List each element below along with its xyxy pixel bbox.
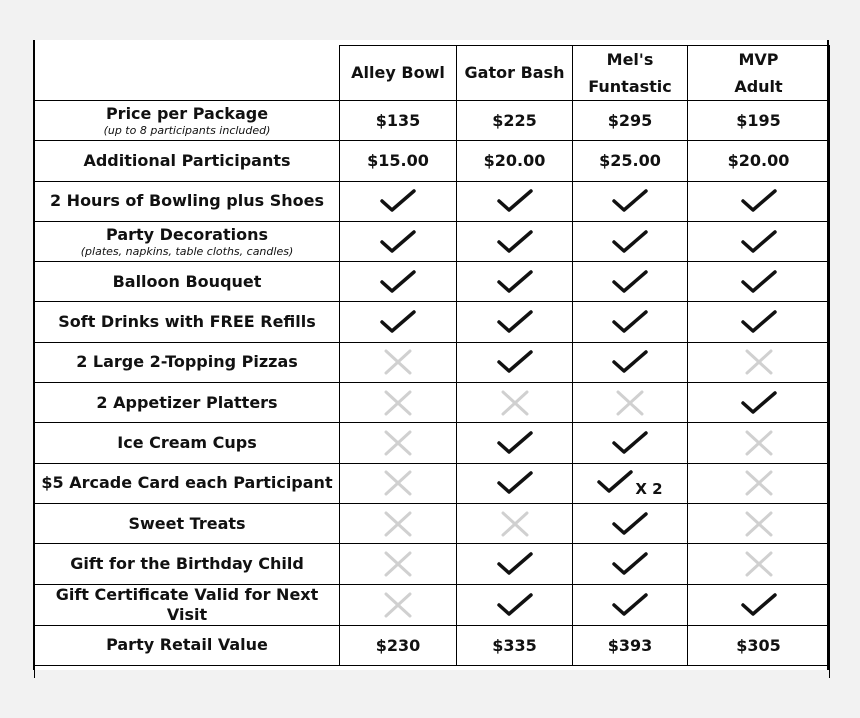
table-row bbox=[35, 262, 830, 302]
value-cell: $305 bbox=[688, 625, 830, 665]
row-label-text: Sweet Treats bbox=[128, 513, 246, 533]
column-header-line: Gator Bash bbox=[464, 63, 565, 82]
cross-icon bbox=[744, 470, 774, 496]
cross-icon bbox=[500, 511, 530, 537]
row-label bbox=[35, 101, 340, 141]
check-icon bbox=[497, 229, 533, 255]
check-icon bbox=[497, 188, 533, 214]
row-label-text: 2 Appetizer Platters bbox=[96, 392, 278, 412]
included-cell bbox=[688, 584, 830, 625]
row-label bbox=[35, 625, 340, 665]
included-cell bbox=[688, 383, 830, 423]
row-label-text: Party Retail Value bbox=[106, 635, 268, 655]
value-cell: $195 bbox=[688, 101, 830, 141]
included-cell bbox=[573, 423, 688, 463]
not-included-cell bbox=[688, 544, 830, 584]
not-included-cell bbox=[340, 383, 457, 423]
column-header-0 bbox=[340, 46, 457, 101]
cross-icon bbox=[383, 349, 413, 375]
check-icon bbox=[612, 349, 648, 375]
included-cell bbox=[457, 584, 573, 625]
included-cell bbox=[340, 221, 457, 261]
row-label-text: Price per Package bbox=[105, 103, 269, 123]
not-included-cell bbox=[340, 342, 457, 382]
value-cell: $295 bbox=[573, 101, 688, 141]
value-cell: $335 bbox=[457, 625, 573, 665]
table-row bbox=[35, 383, 830, 423]
table-row bbox=[35, 101, 830, 141]
included-cell bbox=[340, 302, 457, 342]
table-row bbox=[35, 221, 830, 261]
table-row bbox=[35, 423, 830, 463]
row-label bbox=[35, 262, 340, 302]
value-cell: $20.00 bbox=[457, 141, 573, 181]
row-label-text: 2 Hours of Bowling plus Shoes bbox=[49, 191, 325, 211]
row-label-text: Additional Participants bbox=[83, 150, 291, 170]
included-cell bbox=[457, 423, 573, 463]
included-cell bbox=[573, 221, 688, 261]
cross-icon bbox=[500, 390, 530, 416]
included-cell bbox=[457, 342, 573, 382]
not-included-cell bbox=[457, 503, 573, 543]
check-icon bbox=[612, 551, 648, 577]
column-header-line: Adult bbox=[734, 77, 783, 96]
check-icon bbox=[741, 592, 777, 618]
row-label-text: Ice Cream Cups bbox=[117, 433, 257, 453]
row-label bbox=[35, 181, 340, 221]
not-included-cell bbox=[457, 383, 573, 423]
row-label-note: (up to 8 participants included) bbox=[103, 123, 271, 137]
not-included-cell bbox=[688, 463, 830, 503]
table-row bbox=[35, 181, 830, 221]
row-label bbox=[35, 423, 340, 463]
row-label bbox=[35, 503, 340, 543]
row-label-text: Soft Drinks with FREE Refills bbox=[58, 312, 316, 332]
check-icon bbox=[497, 349, 533, 375]
table-row bbox=[35, 544, 830, 584]
header-row bbox=[35, 46, 830, 101]
table-row bbox=[35, 503, 830, 543]
comparison-table bbox=[34, 45, 830, 678]
check-icon bbox=[741, 390, 777, 416]
included-cell bbox=[573, 302, 688, 342]
row-label-note: (plates, napkins, table cloths, candles) bbox=[80, 244, 294, 258]
row-label bbox=[35, 342, 340, 382]
column-header-line: Mel's bbox=[606, 50, 654, 69]
not-included-cell bbox=[340, 503, 457, 543]
check-icon bbox=[612, 269, 648, 295]
row-label bbox=[35, 141, 340, 181]
check-icon bbox=[612, 430, 648, 456]
cross-icon bbox=[744, 511, 774, 537]
value-cell: $15.00 bbox=[340, 141, 457, 181]
check-icon bbox=[741, 309, 777, 335]
cross-icon bbox=[615, 390, 645, 416]
check-icon bbox=[497, 269, 533, 295]
included-cell bbox=[457, 463, 573, 503]
included-cell bbox=[457, 181, 573, 221]
value-cell: $230 bbox=[340, 625, 457, 665]
column-header-line: Alley Bowl bbox=[351, 63, 445, 82]
table-row bbox=[35, 584, 830, 625]
value-cell: $135 bbox=[340, 101, 457, 141]
check-icon bbox=[612, 309, 648, 335]
included-cell bbox=[340, 262, 457, 302]
cross-icon bbox=[383, 390, 413, 416]
included-cell bbox=[457, 221, 573, 261]
not-included-cell bbox=[340, 544, 457, 584]
included-cell bbox=[573, 503, 688, 543]
included-cell bbox=[457, 302, 573, 342]
bottom-spacer-row bbox=[35, 665, 830, 678]
value-cell: $20.00 bbox=[688, 141, 830, 181]
check-icon bbox=[497, 470, 533, 496]
table-row bbox=[35, 302, 830, 342]
row-label-text: Party Decorations bbox=[106, 224, 268, 244]
row-label-text: 2 Large 2-Topping Pizzas bbox=[76, 352, 298, 372]
check-icon bbox=[497, 592, 533, 618]
included-cell bbox=[340, 181, 457, 221]
row-label-text: Gift for the Birthday Child bbox=[70, 553, 304, 573]
table-row bbox=[35, 463, 830, 503]
bottom-spacer bbox=[35, 665, 830, 678]
row-label-text: $5 Arcade Card each Participant bbox=[41, 473, 333, 493]
included-cell bbox=[688, 221, 830, 261]
included-cell bbox=[688, 302, 830, 342]
table-row bbox=[35, 342, 830, 382]
column-header-line: Funtastic bbox=[588, 77, 672, 96]
included-cell bbox=[573, 181, 688, 221]
column-header-2 bbox=[573, 46, 688, 101]
included-cell bbox=[457, 262, 573, 302]
value-cell: $393 bbox=[573, 625, 688, 665]
cross-icon bbox=[383, 470, 413, 496]
not-included-cell bbox=[573, 383, 688, 423]
row-label-text: Gift Certificate Valid for Next Visit bbox=[55, 584, 319, 624]
not-included-cell bbox=[340, 584, 457, 625]
check-icon bbox=[497, 309, 533, 335]
value-cell: $225 bbox=[457, 101, 573, 141]
not-included-cell bbox=[688, 503, 830, 543]
check-icon bbox=[741, 229, 777, 255]
value-cell: $25.00 bbox=[573, 141, 688, 181]
check-icon bbox=[380, 188, 416, 214]
not-included-cell bbox=[688, 423, 830, 463]
row-label bbox=[35, 221, 340, 261]
not-included-cell bbox=[340, 463, 457, 503]
column-header-3 bbox=[688, 46, 830, 101]
not-included-cell bbox=[340, 423, 457, 463]
not-included-cell bbox=[688, 342, 830, 382]
cross-icon bbox=[383, 592, 413, 618]
right-border bbox=[827, 40, 829, 670]
check-icon bbox=[741, 188, 777, 214]
check-icon bbox=[380, 229, 416, 255]
table-row bbox=[35, 141, 830, 181]
row-label bbox=[35, 463, 340, 503]
check-icon bbox=[612, 511, 648, 537]
row-label-text: Balloon Bouquet bbox=[112, 271, 262, 291]
row-label bbox=[35, 544, 340, 584]
check-icon bbox=[612, 592, 648, 618]
check-icon bbox=[380, 269, 416, 295]
left-border bbox=[33, 40, 35, 670]
cross-icon bbox=[383, 511, 413, 537]
row-label bbox=[35, 383, 340, 423]
check-icon bbox=[497, 551, 533, 577]
included-cell bbox=[573, 262, 688, 302]
included-cell bbox=[573, 463, 688, 503]
included-cell bbox=[457, 544, 573, 584]
included-cell bbox=[688, 262, 830, 302]
check-icon bbox=[741, 269, 777, 295]
check-icon bbox=[612, 229, 648, 255]
column-header-1 bbox=[457, 46, 573, 101]
included-cell bbox=[573, 544, 688, 584]
cross-icon bbox=[744, 349, 774, 375]
table-row bbox=[35, 625, 830, 665]
included-cell bbox=[573, 584, 688, 625]
check-icon bbox=[612, 188, 648, 214]
check-icon bbox=[497, 430, 533, 456]
row-label bbox=[35, 584, 340, 625]
check-icon bbox=[380, 309, 416, 335]
quantity-note: X 2 bbox=[635, 480, 663, 499]
included-cell bbox=[688, 181, 830, 221]
cross-icon bbox=[744, 551, 774, 577]
row-label bbox=[35, 302, 340, 342]
check-icon bbox=[597, 469, 633, 495]
cross-icon bbox=[744, 430, 774, 456]
cross-icon bbox=[383, 430, 413, 456]
column-header-line: MVP bbox=[738, 50, 779, 69]
header-corner bbox=[35, 46, 340, 101]
cross-icon bbox=[383, 551, 413, 577]
included-cell bbox=[573, 342, 688, 382]
